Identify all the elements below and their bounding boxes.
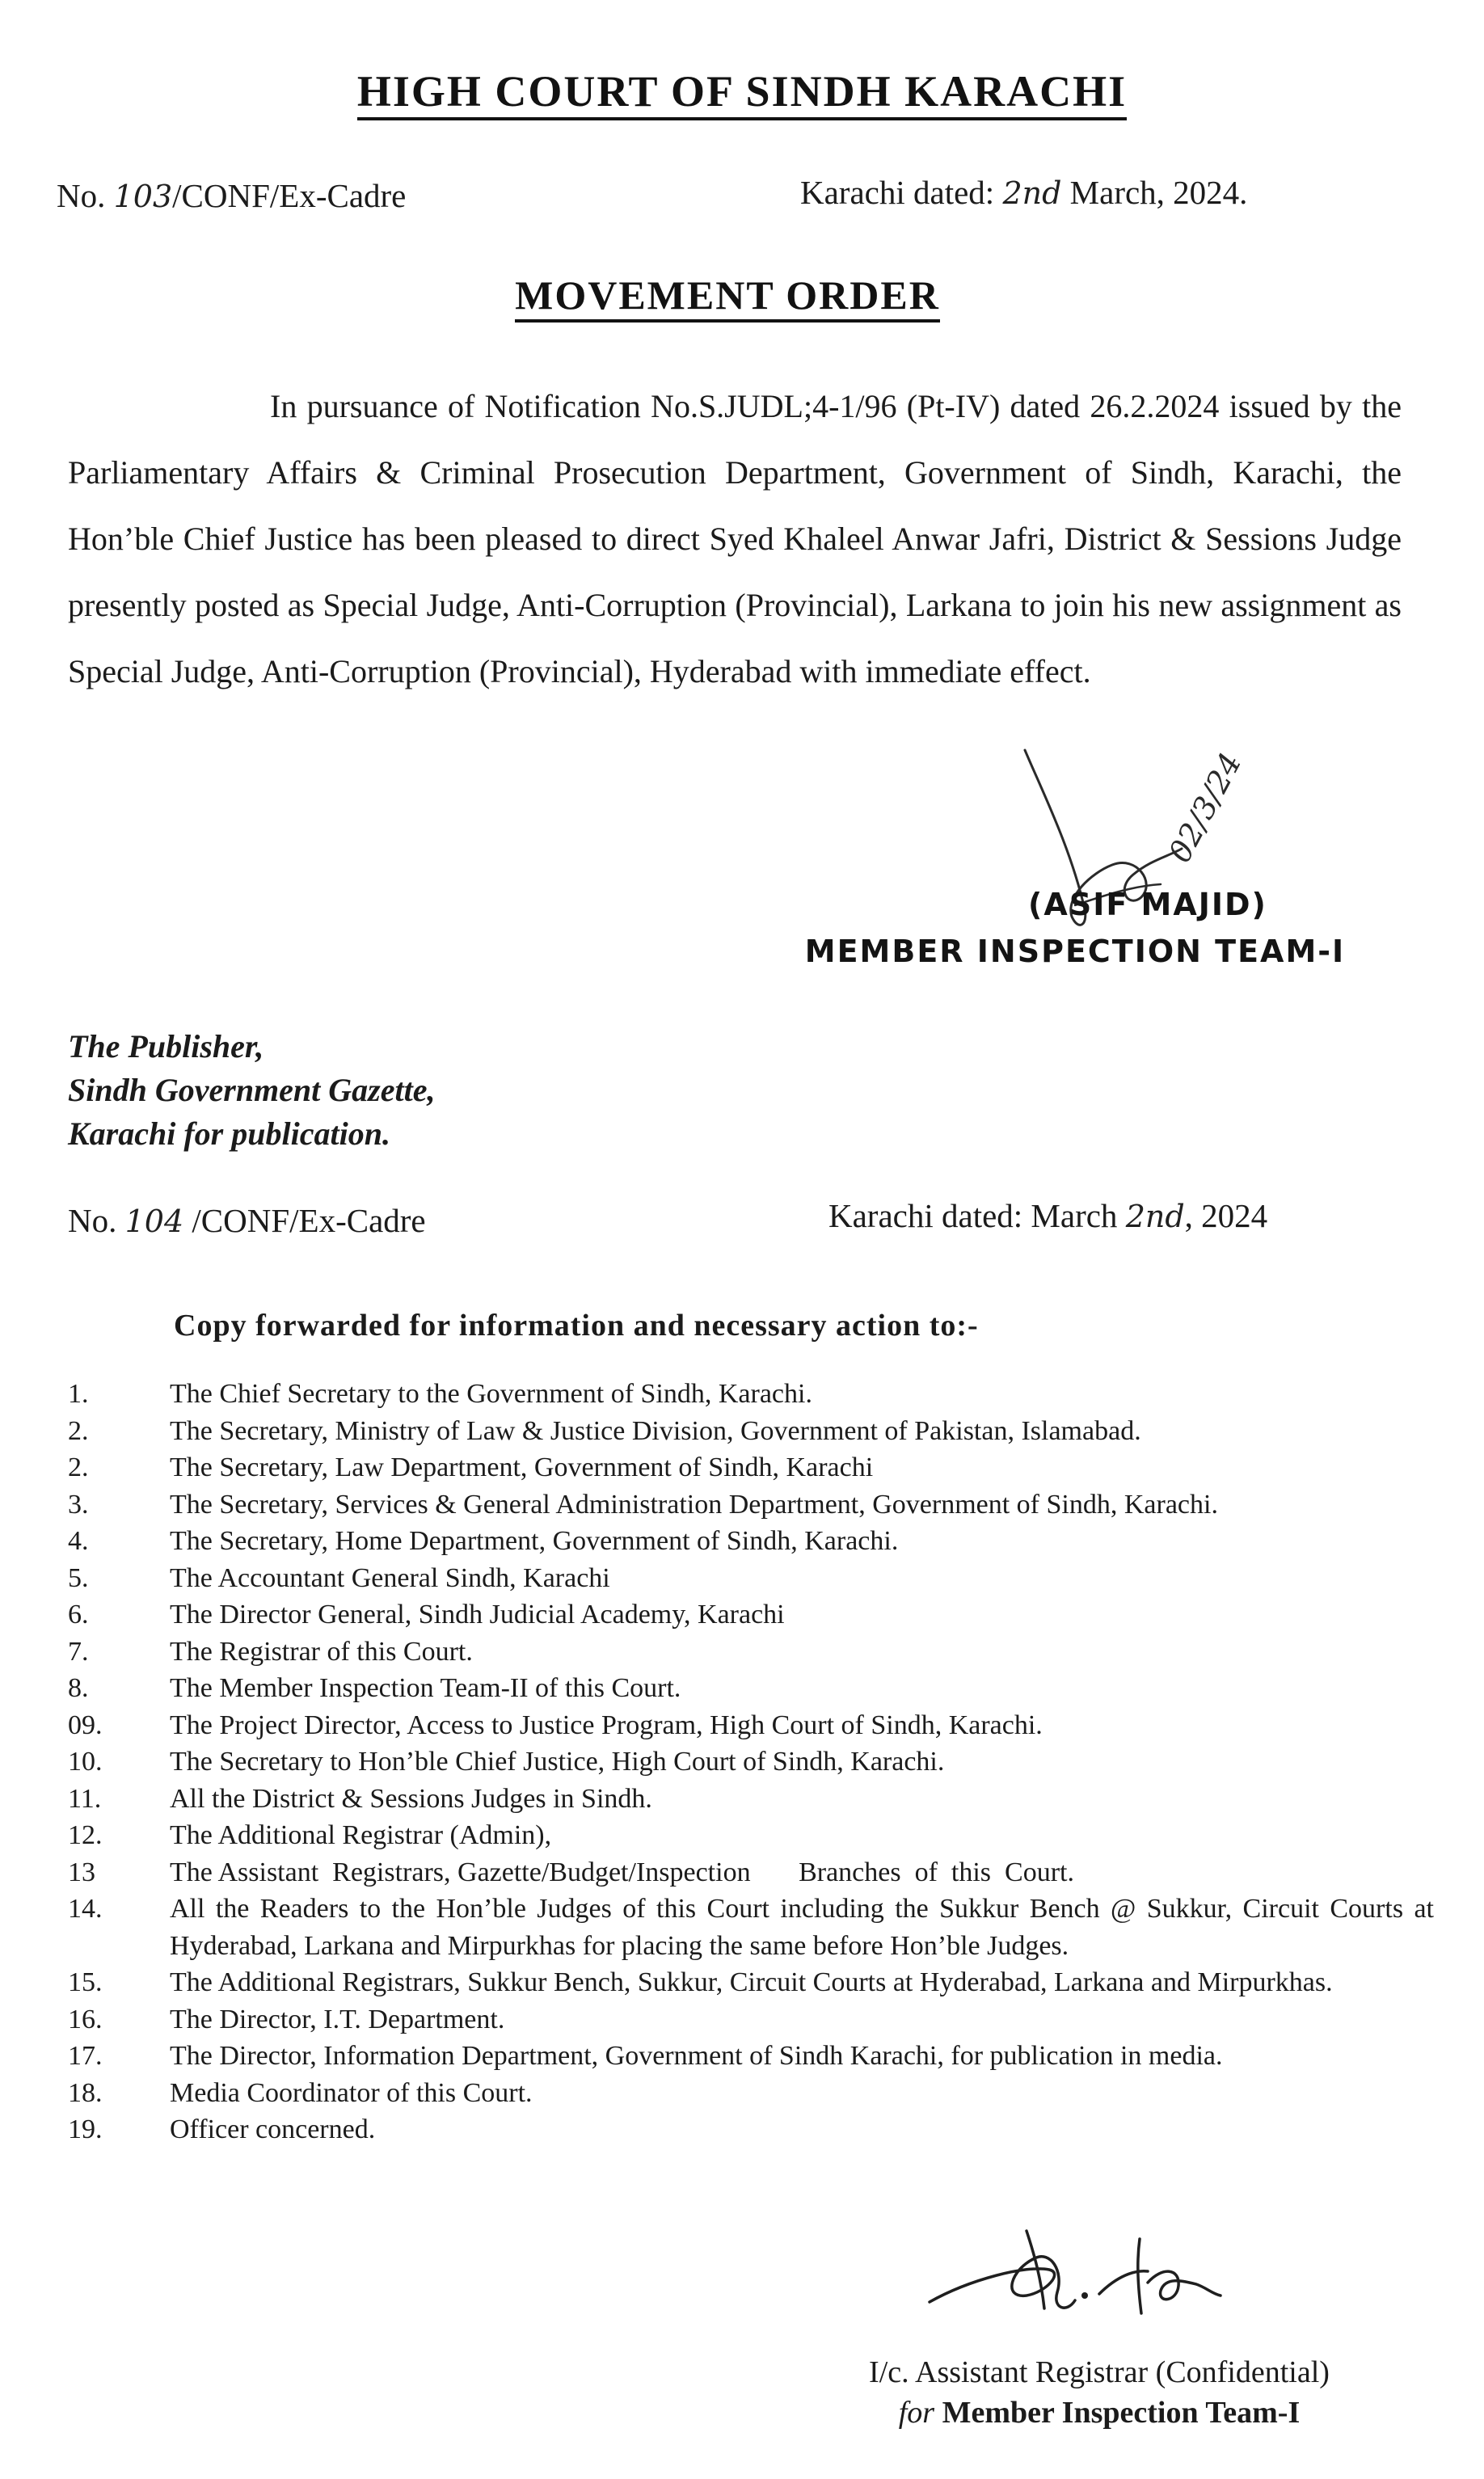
list-item: 4. The Secretary, Home Department, Government of Sindh, Karachi.: [68, 1526, 899, 1556]
list-item: 09. The Project Director, Access to Justice Program, High Court of Sindh, Karachi.: [68, 1710, 1043, 1740]
list-item: 2. The Secretary, Ministry of Law & Justice Division, Government of Pakistan, Islamabad.: [68, 1415, 1141, 1446]
copy-date: Karachi dated: March 2nd, 2024: [828, 1197, 1268, 1234]
list-item: 3. The Secretary, Services & General Administration Department, Government of Sindh, Karachi.: [68, 1489, 1218, 1520]
list-item: 14. All the Readers to the Hon’ble Judges of this Court including the Sukkur Bench @ Sukkur, Circuit Courts at Hyderabad, Larkana and Mirpurkhas for placing the same before Hon’ble Judges.: [68, 1894, 1434, 1961]
recipient-list: [68, 1376, 1434, 2148]
list-item: 10. The Secretary to Hon’ble Chief Justice, High Court of Sindh, Karachi.: [68, 1747, 945, 1777]
list-item: 19. Officer concerned.: [68, 2114, 376, 2144]
reference-number: No. 103/CONF/Ex-Cadre: [57, 177, 407, 214]
closing-designation: I/c. Assistant Registrar (Confidential): [869, 2355, 1330, 2389]
list-item: 11. All the District & Sessions Judges in Sindh.: [68, 1783, 652, 1814]
list-item: 12. The Additional Registrar (Admin),: [68, 1820, 552, 1850]
order-body: In pursuance of Notification No.S.JUDL;4-1/96 (Pt-IV) dated 26.2.2024 issued by the Parliamentary Affairs & Criminal Prosecution Department, Government of Sindh, Karachi, the Hon’ble Chief Justice has been pleased to direct Syed Khaleel Anwar Jafri, District & Sessions Judge presently posted as Special Judge, Anti-Corruption (Provincial), Larkana to join his new assignment as Special Judge, Anti-Corruption (Provincial), Hyderabad with immediate effect.: [68, 388, 1402, 689]
list-item: 18. Media Coordinator of this Court.: [68, 2077, 533, 2108]
signatory-name: (ASIF MAJID): [1028, 887, 1267, 922]
handwritten-signature: [905, 2223, 1277, 2336]
order-title: MOVEMENT ORDER: [0, 272, 1455, 318]
list-item: 2. The Secretary, Law Department, Government of Sindh, Karachi: [68, 1452, 874, 1482]
list-item: 6. The Director General, Sindh Judicial Academy, Karachi: [68, 1600, 785, 1629]
copy-reference-number: No. 104 /CONF/Ex-Cadre: [68, 1202, 426, 1239]
list-item: 13 The Assistant Registrars, Gazette/Budget/Inspection Branches of this Court.: [68, 1857, 1074, 1887]
list-item: 8. The Member Inspection Team-II of this Court.: [68, 1673, 681, 1703]
closing-on-behalf: for Member Inspection Team-I: [898, 2396, 1301, 2430]
publisher-address: The Publisher, Sindh Government Gazette, Karachi for publication.: [68, 1028, 436, 1152]
order-date: Karachi dated: 2nd March, 2024.: [800, 174, 1248, 211]
signatory-designation: MEMBER INSPECTION TEAM-I: [804, 934, 1346, 969]
court-title: HIGH COURT OF SINDH KARACHI: [0, 66, 1484, 116]
handwritten-date-day: 2nd: [1002, 175, 1062, 211]
copy-heading: Copy forwarded for information and necessary action to:-: [174, 1309, 979, 1343]
signature-date: 02/3/24: [1161, 747, 1249, 869]
list-item: 1. The Chief Secretary to the Government of Sindh, Karachi.: [68, 1379, 812, 1409]
handwritten-date-day: 2nd: [1125, 1199, 1185, 1234]
list-item: 7. The Registrar of this Court.: [68, 1636, 473, 1667]
handwritten-reference-number: 103: [113, 179, 173, 214]
handwritten-reference-number: 104: [124, 1204, 184, 1239]
signatory-block: [752, 881, 1398, 975]
list-item: 16. The Director, I.T. Department.: [68, 2004, 505, 2034]
closing-block: [792, 2352, 1406, 2433]
list-item: 5. The Accountant General Sindh, Karachi: [68, 1562, 610, 1593]
list-item: 17. The Director, Information Department, Government of Sindh Karachi, for publication in media.: [68, 2041, 1223, 2071]
list-item: 15. The Additional Registrars, Sukkur Bench, Sukkur, Circuit Courts at Hyderabad, Larkana and Mirpurkhas.: [68, 1967, 1333, 1997]
